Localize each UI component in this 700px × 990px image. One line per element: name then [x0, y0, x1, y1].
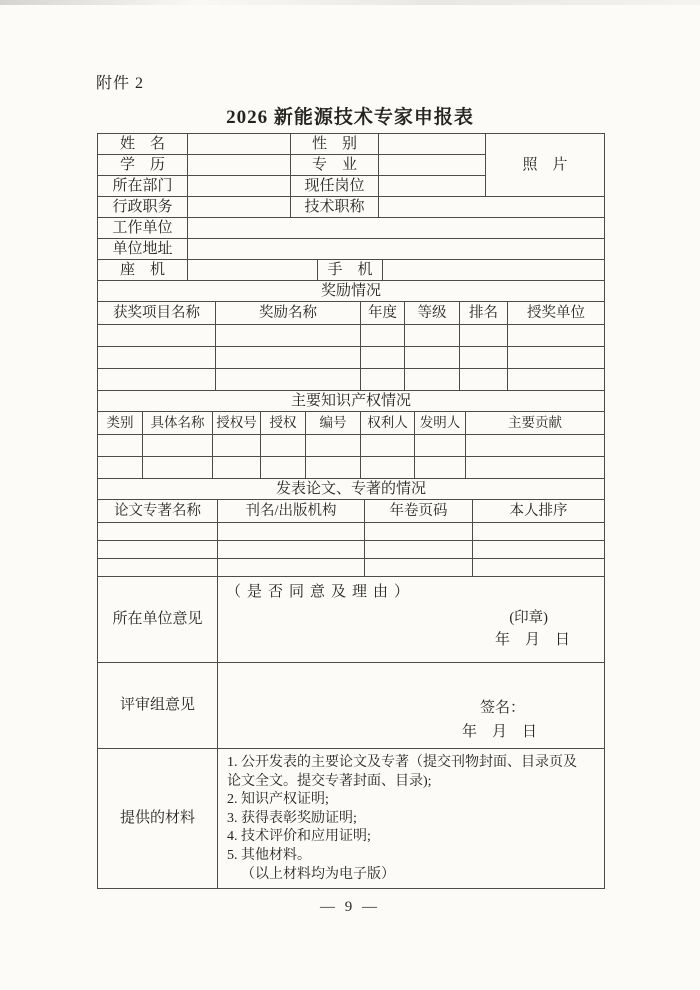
scan-artifact — [0, 0, 700, 5]
empty-cell — [361, 435, 415, 457]
table-row — [98, 260, 605, 281]
table-row — [98, 479, 605, 500]
award-project-header: 获奖项目名称 — [98, 302, 216, 325]
ip-section-title: 主要知识产权情况 — [98, 391, 605, 412]
empty-cell — [508, 347, 605, 369]
empty-cell — [218, 559, 365, 577]
table-row — [98, 577, 605, 663]
review-opinion-date-line: 年 月 日 — [461, 723, 537, 740]
table-row — [98, 239, 605, 260]
seal-block — [218, 609, 604, 650]
empty-cell — [460, 347, 508, 369]
empty-cell — [218, 523, 365, 541]
major-value-cell — [379, 155, 486, 176]
empty-cell — [98, 523, 218, 541]
empty-cell — [213, 435, 261, 457]
review-opinion-label: 评审组意见 — [98, 663, 218, 749]
table-row — [98, 302, 605, 325]
opinions-table — [97, 576, 605, 889]
empty-cell — [361, 347, 405, 369]
empty-cell — [261, 435, 306, 457]
empty-cell — [508, 369, 605, 391]
table-row — [98, 523, 605, 541]
unit-address-value-cell — [188, 239, 605, 260]
technical-title-value-cell — [379, 197, 605, 218]
empty-cell — [98, 457, 143, 479]
empty-cell — [473, 559, 605, 577]
current-post-label: 现任岗位 — [291, 176, 379, 197]
empty-cell — [361, 325, 405, 347]
empty-cell — [216, 325, 361, 347]
table-row — [98, 541, 605, 559]
empty-cell — [365, 523, 473, 541]
publications-table — [97, 478, 605, 577]
attachment-label: 附件 2 — [96, 75, 145, 92]
empty-cell — [473, 541, 605, 559]
department-label: 所在部门 — [98, 176, 188, 197]
ip-contribution-header: 主要贡献 — [466, 412, 605, 435]
intellectual-property-table — [97, 390, 605, 479]
table-row — [98, 134, 605, 155]
table-row — [98, 218, 605, 239]
form-title: 2026 新能源技术专家申报表 — [226, 107, 474, 128]
table-row — [98, 412, 605, 435]
name-label: 姓 名 — [98, 134, 188, 155]
current-post-value-cell — [379, 176, 486, 197]
table-row — [98, 435, 605, 457]
empty-cell — [466, 435, 605, 457]
empty-cell — [216, 347, 361, 369]
empty-cell — [365, 541, 473, 559]
empty-cell — [98, 541, 218, 559]
empty-cell — [466, 457, 605, 479]
major-label: 专 业 — [291, 155, 379, 176]
empty-cell — [218, 541, 365, 559]
table-row — [98, 391, 605, 412]
award-rank-header: 排名 — [460, 302, 508, 325]
gender-value-cell — [379, 134, 486, 155]
empty-cell — [98, 559, 218, 577]
mobile-value-cell — [383, 260, 605, 281]
landline-value-cell — [188, 260, 318, 281]
empty-cell — [365, 559, 473, 577]
gender-label: 性 别 — [291, 134, 379, 155]
pub-order-header: 本人排序 — [473, 500, 605, 523]
empty-cell — [405, 325, 460, 347]
award-org-header: 授奖单位 — [508, 302, 605, 325]
unit-opinion-date-line: 年 月 日 — [494, 632, 570, 649]
landline-label: 座 机 — [98, 260, 188, 281]
signature-line: 签名： — [479, 700, 525, 716]
empty-cell — [213, 457, 261, 479]
ip-inventor-header: 发明人 — [415, 412, 466, 435]
ip-number-header: 编号 — [306, 412, 361, 435]
materials-item: 4. 技术评价和应用证明; — [227, 829, 371, 845]
award-grade-header: 等级 — [405, 302, 460, 325]
empty-cell — [508, 325, 605, 347]
awards-table — [97, 280, 605, 391]
pub-title-header: 论文专著名称 — [98, 500, 218, 523]
empty-cell — [143, 435, 213, 457]
unit-address-label: 单位地址 — [98, 239, 188, 260]
ip-category-header: 类别 — [98, 412, 143, 435]
work-unit-value-cell — [188, 218, 605, 239]
materials-cell — [218, 749, 605, 889]
table-row — [98, 500, 605, 523]
award-name-header: 奖励名称 — [216, 302, 361, 325]
empty-cell — [415, 435, 466, 457]
ip-auth-header: 授权 — [261, 412, 306, 435]
empty-cell — [98, 369, 216, 391]
materials-label: 提供的材料 — [98, 749, 218, 889]
empty-cell — [98, 325, 216, 347]
admin-position-label: 行政职务 — [98, 197, 188, 218]
table-row — [98, 325, 605, 347]
table-row — [98, 749, 605, 889]
department-value-cell — [188, 176, 291, 197]
awards-section-title: 奖励情况 — [98, 281, 605, 302]
application-form-table — [97, 133, 604, 889]
admin-position-value-cell — [188, 197, 291, 218]
empty-cell — [261, 457, 306, 479]
empty-cell — [306, 457, 361, 479]
signature-block — [218, 663, 604, 742]
award-year-header: 年度 — [361, 302, 405, 325]
publications-section-title: 发表论文、专著的情况 — [98, 479, 605, 500]
education-label: 学 历 — [98, 155, 188, 176]
ip-holder-header: 权利人 — [361, 412, 415, 435]
materials-item: 2. 知识产权证明; — [227, 792, 329, 808]
empty-cell — [216, 369, 361, 391]
opinion-hint: （是否同意及理由） — [226, 584, 416, 600]
empty-cell — [405, 369, 460, 391]
photo-cell: 照 片 — [486, 134, 605, 197]
education-value-cell — [188, 155, 291, 176]
technical-title-label: 技术职称 — [291, 197, 379, 218]
table-row — [98, 347, 605, 369]
table-row — [98, 559, 605, 577]
ip-auth-no-header: 授权号 — [213, 412, 261, 435]
pub-journal-header: 刊名/出版机构 — [218, 500, 365, 523]
personal-info-table — [97, 133, 605, 260]
empty-cell — [98, 435, 143, 457]
materials-item: 5. 其他材料。 — [227, 847, 311, 863]
materials-item: 3. 获得表彰奖励证明; — [227, 810, 357, 826]
empty-cell — [415, 457, 466, 479]
pub-volume-header: 年卷页码 — [365, 500, 473, 523]
mobile-label: 手 机 — [318, 260, 383, 281]
empty-cell — [98, 347, 216, 369]
name-value-cell — [188, 134, 291, 155]
empty-cell — [460, 325, 508, 347]
empty-cell — [361, 457, 415, 479]
empty-cell — [143, 457, 213, 479]
seal-placeholder: (印章) — [509, 610, 548, 627]
ip-name-header: 具体名称 — [143, 412, 213, 435]
table-row — [98, 197, 605, 218]
table-row — [98, 369, 605, 391]
phone-row-table — [97, 259, 605, 281]
unit-opinion-label: 所在单位意见 — [98, 577, 218, 663]
materials-note: （以上材料均为电子版） — [241, 866, 395, 882]
table-row — [98, 281, 605, 302]
table-row — [98, 457, 605, 479]
work-unit-label: 工作单位 — [98, 218, 188, 239]
empty-cell — [405, 347, 460, 369]
review-opinion-cell — [218, 663, 605, 749]
unit-opinion-cell — [218, 577, 605, 663]
empty-cell — [460, 369, 508, 391]
empty-cell — [306, 435, 361, 457]
materials-item: 1. 公开发表的主要论文及专著（提交刊物封面、目录页及论文全文。提交专著封面、目录); — [227, 755, 577, 789]
table-row — [98, 663, 605, 749]
empty-cell — [361, 369, 405, 391]
empty-cell — [473, 523, 605, 541]
page-number: — 9 — — [320, 899, 380, 915]
